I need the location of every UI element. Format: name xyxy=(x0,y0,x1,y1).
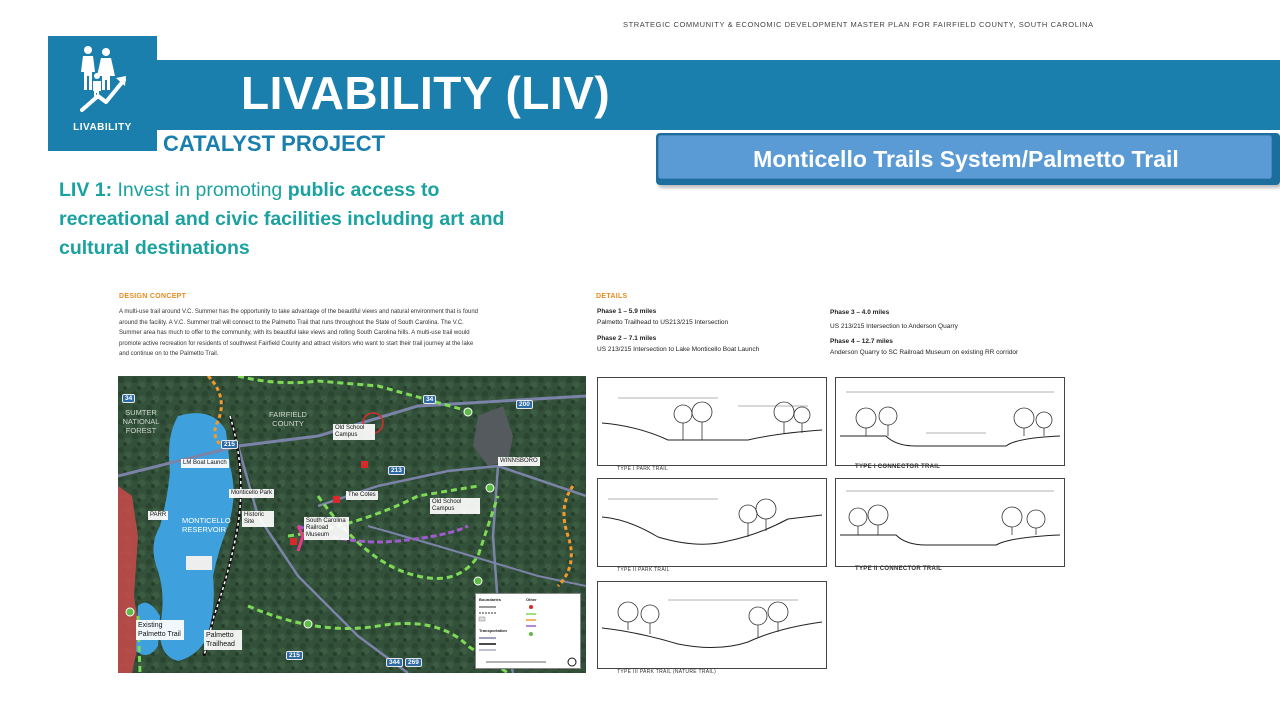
livability-logo xyxy=(48,36,157,151)
section-type1-connector xyxy=(835,377,1065,466)
legend-swatches xyxy=(476,594,582,670)
route-34-west: 34 xyxy=(122,394,135,403)
liv-bold-text: public access to recreational and civic facilities including art and cultural destinations xyxy=(59,179,505,259)
section-type2-connector xyxy=(835,478,1065,567)
type3-park-drawing xyxy=(598,582,826,668)
map-label-reservoir: MONTICELLO RESERVOIR xyxy=(182,516,231,534)
project-title-box xyxy=(656,133,1280,185)
phase-2-desc: US 213/215 Intersection to Lake Monticello Boat Launch xyxy=(597,346,760,353)
type1-connector-drawing xyxy=(836,378,1064,465)
map-label-palmetto-trailhead: Palmetto Trailhead xyxy=(204,630,242,650)
type2-connector-drawing xyxy=(836,479,1064,566)
phase-1 xyxy=(597,306,728,328)
legend-other: Other xyxy=(526,597,537,602)
route-213: 213 xyxy=(388,466,405,475)
map-label-historic: Historic Site xyxy=(242,511,274,527)
phase-4-desc: Anderson Quarry to SC Railroad Museum on existing RR corridor xyxy=(830,349,1019,356)
liv-normal-text: Invest in promoting xyxy=(117,179,283,201)
phase-1-title: Phase 1 – 5.9 miles xyxy=(597,308,657,315)
document-header: STRATEGIC COMMUNITY & ECONOMIC DEVELOPMENT MASTER PLAN FOR FAIRFIELD COUNTY, SOUTH CAROLINA xyxy=(623,20,1094,29)
project-title: Monticello Trails System/Palmetto Trail xyxy=(753,146,1179,172)
trail-map xyxy=(118,376,586,673)
phase-3-desc: US 213/215 Intersection to Anderson Quarry xyxy=(830,323,958,330)
map-label-fairfield-county: FAIRFIELD COUNTY xyxy=(269,410,307,428)
map-label-sc-railroad: South Carolina Railroad Museum xyxy=(304,517,349,540)
caption-type1-park: TYPE I PARK TRAIL xyxy=(617,466,669,472)
legend-transportation: Transportation xyxy=(479,628,508,633)
map-label-sumter-forest: SUMTER NATIONAL FOREST xyxy=(122,408,160,435)
phase-4 xyxy=(830,336,1018,358)
map-label-winnsboro: WINNSBORO xyxy=(500,458,538,464)
section-type3-park xyxy=(597,581,827,669)
family-growth-icon xyxy=(78,44,130,116)
liv-prefix: LIV 1: xyxy=(59,179,113,201)
caption-type2-connector: TYPE II CONNECTOR TRAIL xyxy=(855,566,943,572)
route-34-east: 34 xyxy=(423,395,436,404)
logo-label: LIVABILITY xyxy=(73,122,132,133)
design-concept-heading: DESIGN CONCEPT xyxy=(119,293,187,300)
route-344: 344 xyxy=(386,658,403,667)
caption-type1-connector: TYPE I CONNECTOR TRAIL xyxy=(855,464,941,470)
phase-3-title: Phase 3 – 4.0 miles xyxy=(830,309,890,316)
legend-boundaries: Boundaries xyxy=(479,597,502,602)
design-concept-body: A multi-use trail around V.C. Summer has the opportunity to take advantage of the beautiful views and natural environment that is found around the facility. A V.C. Summer trail will connect to the Palmetto Trail that runs throughout the State of South Carolina. The V.C. Summer area has much to offer to the community, with its beautiful lake views and rolling South Carolina hills. A multi-use trail would promote active recreation for residents of southwest Fairfield County and attract visitors who want to start their trail journey at the lake and continue on to the Palmetto Trail. xyxy=(119,309,478,357)
type1-park-drawing xyxy=(598,378,826,465)
route-215-north: 215 xyxy=(221,440,238,449)
map-legend xyxy=(475,593,581,669)
liv-objective xyxy=(59,176,539,263)
map-label-lm-boat-launch: LM Boat Launch xyxy=(183,460,227,466)
phase-2 xyxy=(597,333,759,355)
phase-1-desc: Palmetto Trailhead to US213/215 Intersection xyxy=(597,319,729,326)
route-215-south: 215 xyxy=(286,651,303,660)
map-label-monticello-park: Monticello Park xyxy=(231,490,273,496)
type2-park-drawing xyxy=(598,479,826,566)
map-label-the-cotes: The Cotes xyxy=(348,492,376,498)
phase-3 xyxy=(830,306,958,334)
catalyst-project-label: CATALYST PROJECT xyxy=(163,131,386,156)
phase-4-title: Phase 4 – 12.7 miles xyxy=(830,338,893,345)
phase-2-title: Phase 2 – 7.1 miles xyxy=(597,335,657,342)
map-label-existing-trail: Existing Palmetto Trail xyxy=(136,620,184,640)
caption-type2-park: TYPE II PARK TRAIL xyxy=(617,567,670,573)
map-label-parr: PARR xyxy=(150,512,167,518)
section-type2-park xyxy=(597,478,827,567)
page-title: LIVABILITY (LIV) xyxy=(241,67,611,119)
route-269: 269 xyxy=(405,658,422,667)
caption-type3-park: TYPE III PARK TRAIL (NATURE TRAIL) xyxy=(617,669,717,675)
section-type1-park xyxy=(597,377,827,466)
map-label-old-school-2: Old School Campus xyxy=(430,498,480,514)
map-label-old-school: Old School Campus xyxy=(333,424,375,440)
details-heading: DETAILS xyxy=(596,293,628,300)
route-200: 200 xyxy=(516,400,533,409)
